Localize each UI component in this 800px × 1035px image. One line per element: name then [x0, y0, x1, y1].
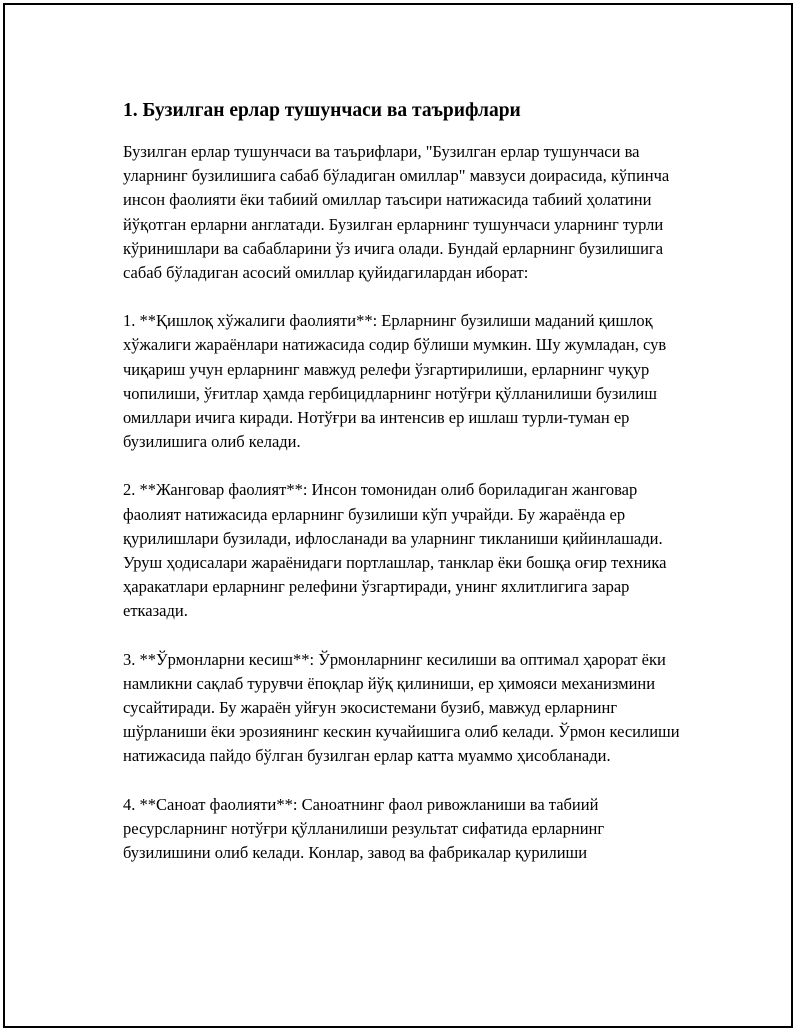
paragraph-industry: 4. **Саноат фаолияти**: Саноатнинг фаол ривожланиши ва табиий ресурсларнинг нотўғри қўлланилиши результат сифатида ерларнинг бузилишини олиб келади. Конлар, завод ва фабрикалар қурилиши: [123, 794, 605, 863]
document-page: [3, 3, 793, 1028]
intro-paragraph: Бузилган ерлар тушунчаси ва таърифлари, "Бузилган ерлар тушунчаси ва уларнинг бузилишига сабаб бўладиган омиллар" мавзуси доирасида, кўпинча инсон фаолияти ёки табиий омиллар таъсири натижасида табиий ҳолатини йўқотган ерларни англатади. Бузилган ерларнинг тушунчаси уларнинг турли кўринишлари ва сабабларини ўз ичига олади. Бундай ерларнинг бузилишига сабаб бўладиган асосий омиллар қуйидагилардан иборат:: [123, 142, 670, 283]
paragraph-deforestation: 3. **Ўрмонларни кесиш**: Ўрмонларнинг кесилиши ва оптимал ҳарорат ёки намликни сақлаб турувчи ёпоқлар йўқ қилиниши, ер ҳимояси механизмини сусайтиради. Бу жараён уйғун экосистемани бузиб, мавжуд ерларнинг шўрланиши ёки эрозиянинг кескин кучайишига олиб келади. Ўрмон кесилиши натижасида пайдо бўлган бузилган ерлар катта муаммо ҳисобланади.: [123, 649, 680, 766]
section-heading: 1. Бузилган ерлар тушунчаси ва таърифлари: [123, 100, 521, 121]
document-body: [123, 98, 693, 889]
paragraph-military: 2. **Жанговар фаолият**: Инсон томонидан олиб бориладиган жанговар фаолият натижасида ерларнинг бузилиши кўп учрайди. Бу жараёнда ер қурилишлари бузилади, ифлосланади ва уларнинг тикланиши қийинлашади. Уруш ҳодисалари жараёнидаги портлашлар, танклар ёки бошқа оғир техника ҳаракатлари ерларнинг релефини ўзгартиради, унинг яхлитлигига зарар етказади.: [123, 480, 667, 621]
paragraph-agriculture: 1. **Қишлоқ хўжалиги фаолияти**: Ерларнинг бузилиши маданий қишлоқ хўжалиги жараёнлари натижасида содир бўлиши мумкин. Шу жумладан, сув чиқариш учун ерларнинг мавжуд релефи ўзгартирилиши, ерларнинг чуқур чопилиши, ўғитлар ҳамда гербицидларнинг нотўғри қўлланилиши бузилиш омиллари ичига киради. Нотўғри ва интенсив ер ишлаш турли-туман ер бузилишига олиб келади.: [123, 311, 667, 452]
